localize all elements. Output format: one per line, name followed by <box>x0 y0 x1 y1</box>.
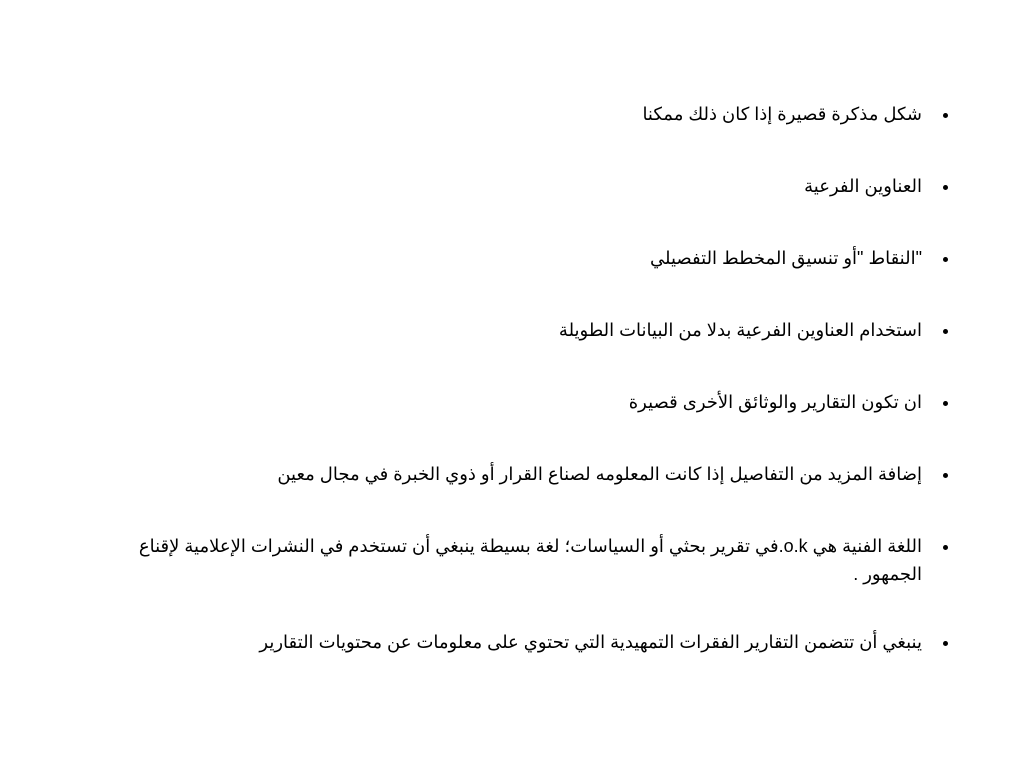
bullet-icon <box>943 473 948 478</box>
bullet-icon <box>943 401 948 406</box>
bullet-item-6 <box>100 460 944 488</box>
bullet-text-1: شكل مذكرة قصيرة إذا كان ذلك ممكنا <box>642 104 922 124</box>
bullet-item-7 <box>100 532 944 588</box>
bullet-item-2 <box>100 172 944 200</box>
bullet-text-4: استخدام العناوين الفرعية بدلا من البيانات الطويلة <box>558 320 922 340</box>
bullet-item-8 <box>100 628 944 656</box>
bullet-list <box>100 100 944 656</box>
bullet-text-8: ينبغي أن تتضمن التقارير الفقرات التمهيدية التي تحتوي على معلومات عن محتويات التقارير <box>259 632 922 652</box>
bullet-item-4 <box>100 316 944 344</box>
bullet-icon <box>943 329 948 334</box>
bullet-item-3 <box>100 244 944 272</box>
bullet-icon <box>943 641 948 646</box>
bullet-text-7: اللغة الفنية هي o.k.في تقرير بحثي أو السياسات؛ لغة بسيطة ينبغي أن تستخدم في النشرات الإعلامية لإقناع الجمهور . <box>138 536 922 584</box>
bullet-text-6: إضافة المزيد من التفاصيل إذا كانت المعلومه لصناع القرار أو ذوي الخبرة في مجال معين <box>277 464 922 484</box>
bullet-icon <box>943 257 948 262</box>
bullet-text-5: ان تكون التقارير والوثائق الأخرى قصيرة <box>628 392 922 412</box>
bullet-text-3: "النقاط "أو تنسيق المخطط التفصيلي <box>650 248 922 268</box>
bullet-item-1 <box>100 100 944 128</box>
bullet-item-5 <box>100 388 944 416</box>
bullet-icon <box>943 185 948 190</box>
bullet-icon <box>943 113 948 118</box>
bullet-text-2: العناوين الفرعية <box>804 176 922 196</box>
bullet-icon <box>943 545 948 550</box>
